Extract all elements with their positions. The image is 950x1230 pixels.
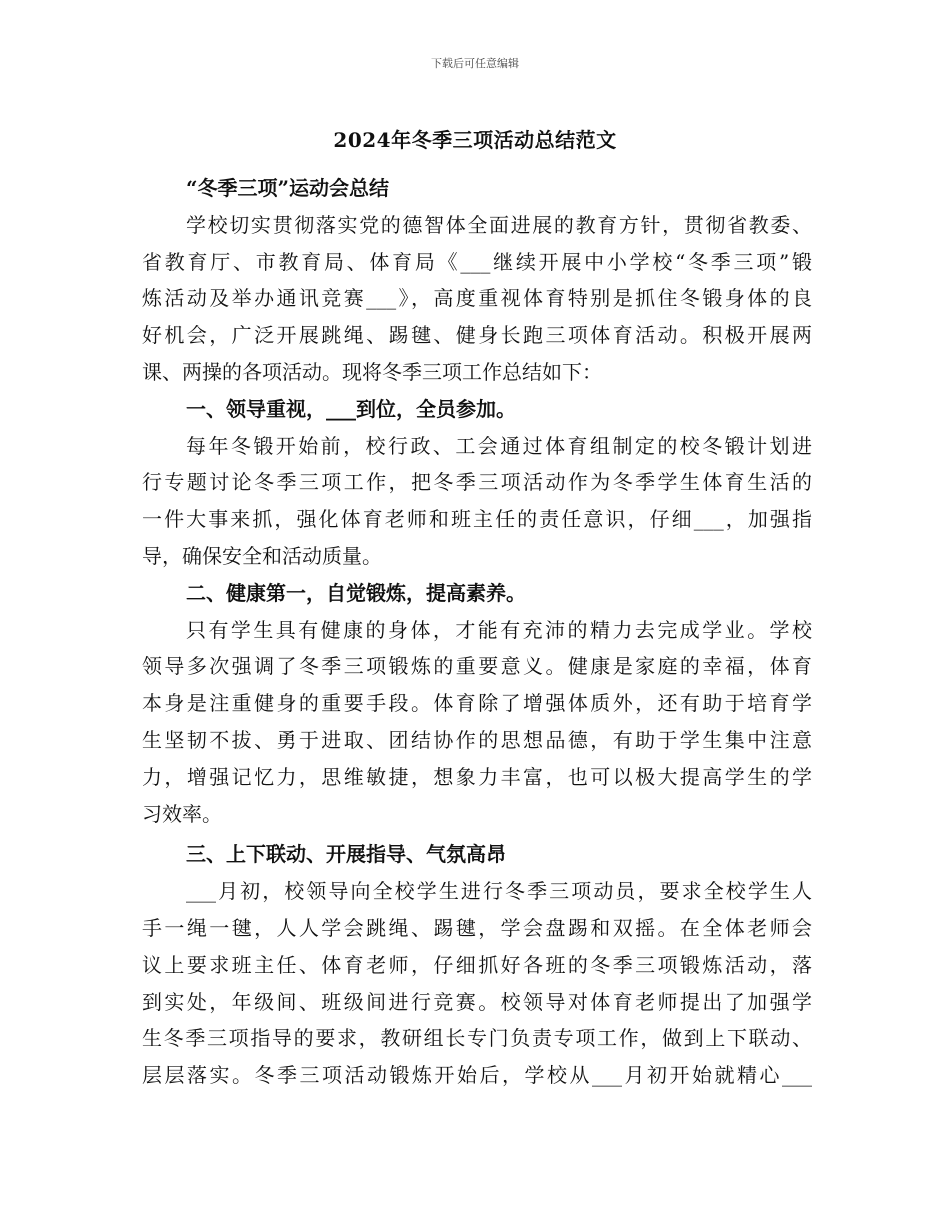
text-line: 炼活动及举办通讯竞赛___》，高度重视体育特别是抓住冬锻身体的良 — [142, 286, 812, 311]
paragraph-health — [142, 612, 812, 833]
text-line: 生冬季三项指导的要求，教研组长专门负责专项工作，做到上下联动、 — [142, 1026, 812, 1051]
section-subtitle: “冬季三项”运动会总结 — [186, 176, 390, 200]
text-line: 习效率。 — [142, 801, 222, 826]
document-title: 2024年冬季三项活动总结范文 — [333, 128, 617, 152]
document-body — [142, 170, 812, 1094]
text-line: 层层落实。冬季三项活动锻炼开始后，学校从___月初开始就精心___ — [142, 1063, 812, 1088]
heading-2: 二、健康第一，自觉锻炼，提高素养。 — [186, 580, 526, 605]
text-line: 力，增强记忆力，思维敏捷，想象力丰富，也可以极大提高学生的学 — [142, 764, 812, 789]
text-line: 每年冬锻开始前，校行政、工会通过体育组制定的校冬锻计划进 — [186, 433, 812, 458]
text-line: 好机会，广泛开展跳绳、踢毽、健身长跑三项体育活动。积极开展两 — [142, 323, 812, 348]
text-line: 课、两操的各项活动。现将冬季三项工作总结如下： — [142, 359, 602, 384]
text-line: 一件大事来抓，强化体育老师和班主任的责任意识，仔细___，加强指 — [142, 507, 812, 532]
text-line: 只有学生具有健康的身体，才能有充沛的精力去完成学业。学校 — [186, 617, 812, 642]
text-line: 领导多次强调了冬季三项锻炼的重要意义。健康是家庭的幸福，体育 — [142, 654, 812, 679]
header-note: 下载后可任意编辑 — [431, 57, 519, 70]
paragraph-coordination — [142, 873, 812, 1094]
text-line: 生坚韧不拔、勇于进取、团结协作的思想品德，有助于学生集中注意 — [142, 727, 812, 752]
text-line: 手一绳一毽，人人学会跳绳、踢毽，学会盘踢和双摇。在全体老师会 — [142, 915, 812, 940]
text-line: 省教育厅、市教育局、体育局《___继续开展中小学校“冬季三项”锻 — [142, 249, 812, 274]
text-line: 议上要求班主任、体育老师，仔细抓好各班的冬季三项锻炼活动，落 — [142, 952, 812, 977]
text-line: 到实处，年级间、班级间进行竞赛。校领导对体育老师提出了加强学 — [142, 989, 812, 1014]
text-line: 学校切实贯彻落实党的德智体全面进展的教育方针，贯彻省教委、 — [186, 212, 812, 237]
text-line: 导，确保安全和活动质量。 — [142, 543, 382, 568]
heading-1: 一、领导重视，___到位，全员参加。 — [186, 396, 516, 421]
text-line: 行专题讨论冬季三项工作，把冬季三项活动作为冬季学生体育生活的 — [142, 470, 812, 495]
text-line: ___月初，校领导向全校学生进行冬季三项动员，要求全校学生人 — [186, 879, 812, 904]
paragraph-leadership — [142, 428, 812, 575]
text-line: 本身是注重健身的重要手段。体育除了增强体质外，还有助于培育学 — [142, 691, 812, 716]
paragraph-intro — [142, 207, 812, 391]
heading-3: 三、上下联动、开展指导、气氛高昂 — [186, 842, 506, 867]
